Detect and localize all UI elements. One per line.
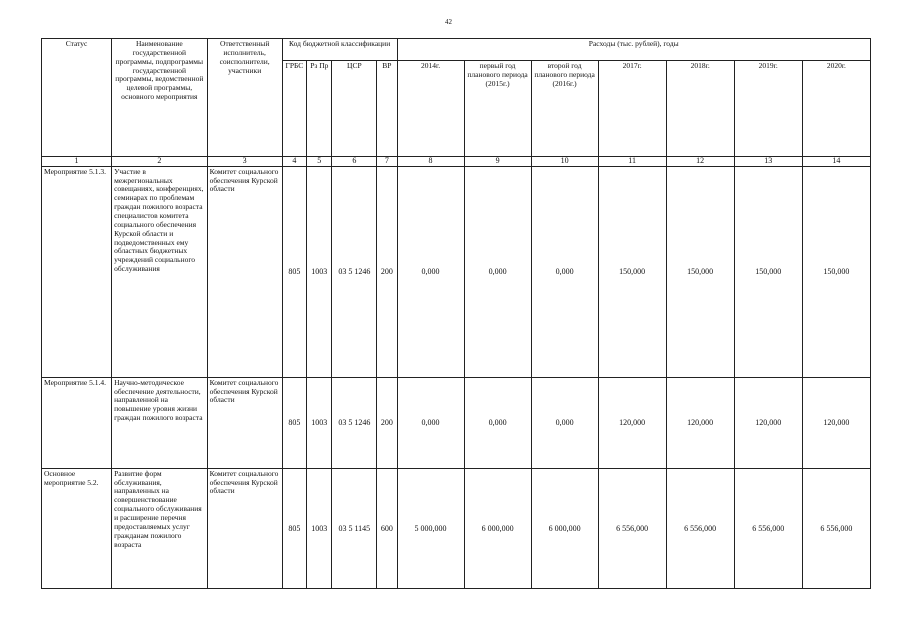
row-value-2019: 6 556,000: [734, 468, 802, 588]
column-number: 10: [531, 157, 598, 167]
table-row: [42, 377, 871, 468]
header-executor: Ответственный исполнитель, соисполнители, участники: [207, 39, 282, 157]
header-csr: ЦСР: [332, 61, 377, 157]
row-value-2020: 6 556,000: [802, 468, 870, 588]
header-year-2019: 2019г.: [734, 61, 802, 157]
header-grbs: ГРБС: [282, 61, 306, 157]
page-number: 42: [445, 18, 452, 26]
column-number: 6: [332, 157, 377, 167]
header-year-2014: 2014г.: [397, 61, 464, 157]
column-number: 14: [802, 157, 870, 167]
column-number: 2: [112, 157, 207, 167]
row-value-2016: 0,000: [531, 377, 598, 468]
column-number: 5: [307, 157, 332, 167]
header-vr: ВР: [377, 61, 397, 157]
row-name: Участие в межрегиональных совещаниях, конференциях, семинарах по проблемам граждан пожилого возраста специалистов комитета социального обеспечения Курской области и подведомственных ему областных бюджетных учреждений социального обслуживания: [112, 166, 207, 377]
row-value-2014: 0,000: [397, 377, 464, 468]
row-value-2018: 6 556,000: [666, 468, 734, 588]
row-value-2017: 6 556,000: [598, 468, 666, 588]
row-executor: Комитет социального обеспечения Курской области: [207, 166, 282, 377]
header-rzpr: Рз Пр: [307, 61, 332, 157]
header-status: Статус: [42, 39, 112, 157]
column-number: 4: [282, 157, 306, 167]
row-vr: 200: [377, 377, 397, 468]
header-year-2020: 2020г.: [802, 61, 870, 157]
row-value-2017: 120,000: [598, 377, 666, 468]
row-value-2017: 150,000: [598, 166, 666, 377]
row-value-2020: 120,000: [802, 377, 870, 468]
header-year-2018: 2018г.: [666, 61, 734, 157]
row-executor: Комитет социального обеспечения Курской области: [207, 377, 282, 468]
header-expenses: Расходы (тыс. рублей), годы: [397, 39, 870, 61]
row-value-2018: 150,000: [666, 166, 734, 377]
row-vr: 600: [377, 468, 397, 588]
row-name: Научно-методическое обеспечение деятельности, направленной на повышение уровня жизни граждан пожилого возраста: [112, 377, 207, 468]
row-rzpr: 1003: [307, 377, 332, 468]
row-vr: 200: [377, 166, 397, 377]
row-rzpr: 1003: [307, 166, 332, 377]
column-number: 11: [598, 157, 666, 167]
table-row: [42, 166, 871, 377]
row-value-2015: 0,000: [464, 377, 531, 468]
column-number-row: [42, 157, 871, 167]
row-value-2019: 150,000: [734, 166, 802, 377]
row-csr: 03 5 1246: [332, 377, 377, 468]
row-value-2015: 6 000,000: [464, 468, 531, 588]
row-status: Основное мероприятие 5.2.: [42, 468, 112, 588]
row-status: Мероприятие 5.1.3.: [42, 166, 112, 377]
row-value-2019: 120,000: [734, 377, 802, 468]
row-value-2014: 5 000,000: [397, 468, 464, 588]
budget-table: [41, 38, 871, 589]
header-year-2016: второй год планового периода (2016г.): [531, 61, 598, 157]
row-value-2018: 120,000: [666, 377, 734, 468]
row-grbs: 805: [282, 468, 306, 588]
row-value-2015: 0,000: [464, 166, 531, 377]
row-value-2016: 0,000: [531, 166, 598, 377]
column-number: 1: [42, 157, 112, 167]
row-csr: 03 5 1246: [332, 166, 377, 377]
row-executor: Комитет социального обеспечения Курской области: [207, 468, 282, 588]
table-row: [42, 468, 871, 588]
header-year-2017: 2017г.: [598, 61, 666, 157]
column-number: 3: [207, 157, 282, 167]
row-rzpr: 1003: [307, 468, 332, 588]
row-name: Развитие форм обслуживания, направленных на совершенствование социального обслуживания и расширение перечня предоставляемых услуг гражданам пожилого возраста: [112, 468, 207, 588]
header-name: Наименование государственной программы, подпрограммы государственной программы, ведомственной целевой программы, основного мероприятия: [112, 39, 207, 157]
column-number: 8: [397, 157, 464, 167]
row-value-2014: 0,000: [397, 166, 464, 377]
row-grbs: 805: [282, 166, 306, 377]
row-csr: 03 5 1145: [332, 468, 377, 588]
header-year-2015: первый год планового периода (2015г.): [464, 61, 531, 157]
row-status: Мероприятие 5.1.4.: [42, 377, 112, 468]
row-value-2016: 6 000,000: [531, 468, 598, 588]
row-value-2020: 150,000: [802, 166, 870, 377]
header-budget-code: Код бюджетной классификации: [282, 39, 397, 61]
row-grbs: 805: [282, 377, 306, 468]
column-number: 13: [734, 157, 802, 167]
column-number: 9: [464, 157, 531, 167]
column-number: 12: [666, 157, 734, 167]
column-number: 7: [377, 157, 397, 167]
